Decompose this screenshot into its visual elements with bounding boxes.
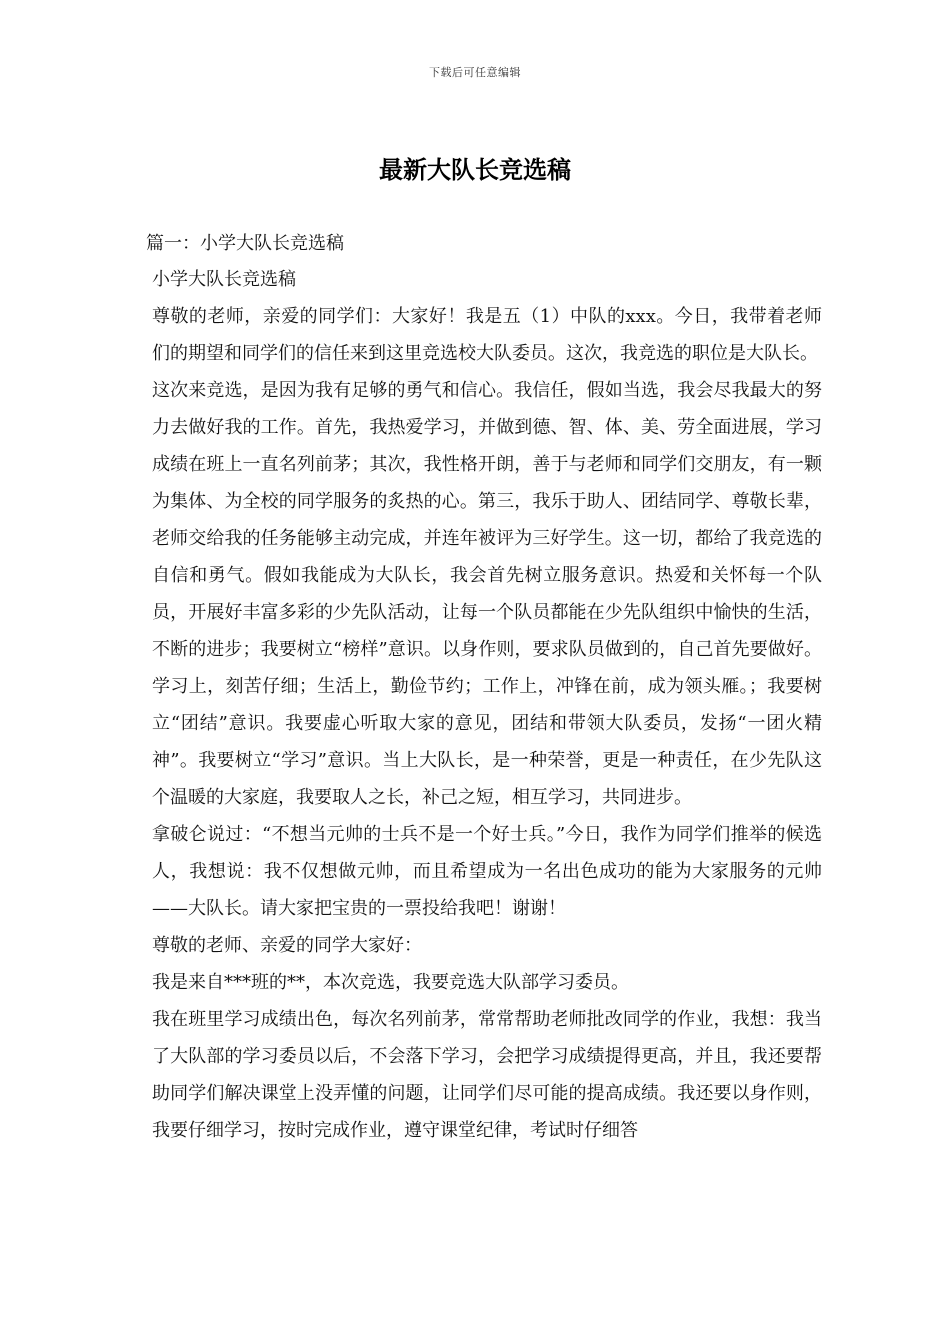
paragraph: 拿破仑说过：“不想当元帅的士兵不是一个好士兵。”今日，我作为同学们推举的候选人，我想说：我不仅想做元帅，而且希望成为一名出色成功的能为大家服务的元帅——大队长。请大家把宝贵的一票投给我吧！谢谢！ bbox=[152, 824, 822, 919]
section-heading: 篇一：小学大队长竞选稿 bbox=[146, 233, 344, 254]
paragraph: 小学大队长竞选稿 bbox=[152, 269, 296, 290]
paragraph: 这次来竞选，是因为我有足够的勇气和信心。我信任，假如当选，我会尽我最大的努力去做好我的工作。首先，我热爱学习，并做到德、智、体、美、劳全面进展，学习成绩在班上一直名列前茅；其次，我性格开朗，善于与老师和同学们交朋友，有一颗为集体、为全校的同学服务的炙热的心。第三，我乐于助人、团结同学、尊敬长辈，老师交给我的任务能够主动完成，并连年被评为三好学生。这一切，都给了我竞选的自信和勇气。假如我能成为大队长，我会首先树立服务意识。热爱和关怀每一个队员，开展好丰富多彩的少先队活动，让每一个队员都能在少先队组织中愉快的生活，不断的进步；我要树立“榜样”意识。以身作则，要求队员做到的，自己首先要做好。学习上，刻苦仔细；生活上，勤俭节约；工作上，冲锋在前，成为领头雁。；我要树立“团结”意识。我要虚心听取大家的意见，团结和带领大队委员，发扬“一团火精神”。我要树立“学习”意识。当上大队长，是一种荣誉，更是一种责任，在少先队这个温暖的大家庭，我要取人之长，补己之短，相互学习，共同进步。 bbox=[152, 380, 822, 808]
paragraph: 我是来自***班的**，本次竞选，我要竞选大队部学习委员。 bbox=[152, 972, 629, 993]
document-body bbox=[146, 226, 822, 1149]
header-note: 下载后可任意编辑 bbox=[429, 66, 521, 79]
paragraph: 尊敬的老师、亲爱的同学大家好： bbox=[152, 935, 422, 956]
paragraph: 尊敬的老师，亲爱的同学们：大家好！我是五（1）中队的xxx。今日，我带着老师们的期望和同学们的信任来到这里竞选校大队委员。这次，我竞选的职位是大队长。 bbox=[152, 306, 822, 364]
document-title: 最新大队长竞选稿 bbox=[379, 155, 571, 184]
paragraph: 我在班里学习成绩出色，每次名列前茅，常常帮助老师批改同学的作业，我想：我当了大队部的学习委员以后，不会落下学习，会把学习成绩提得更高，并且，我还要帮助同学们解决课堂上没弄懂的问题，让同学们尽可能的提高成绩。我还要以身作则，我要仔细学习，按时完成作业，遵守课堂纪律，考试时仔细答 bbox=[152, 1009, 822, 1141]
